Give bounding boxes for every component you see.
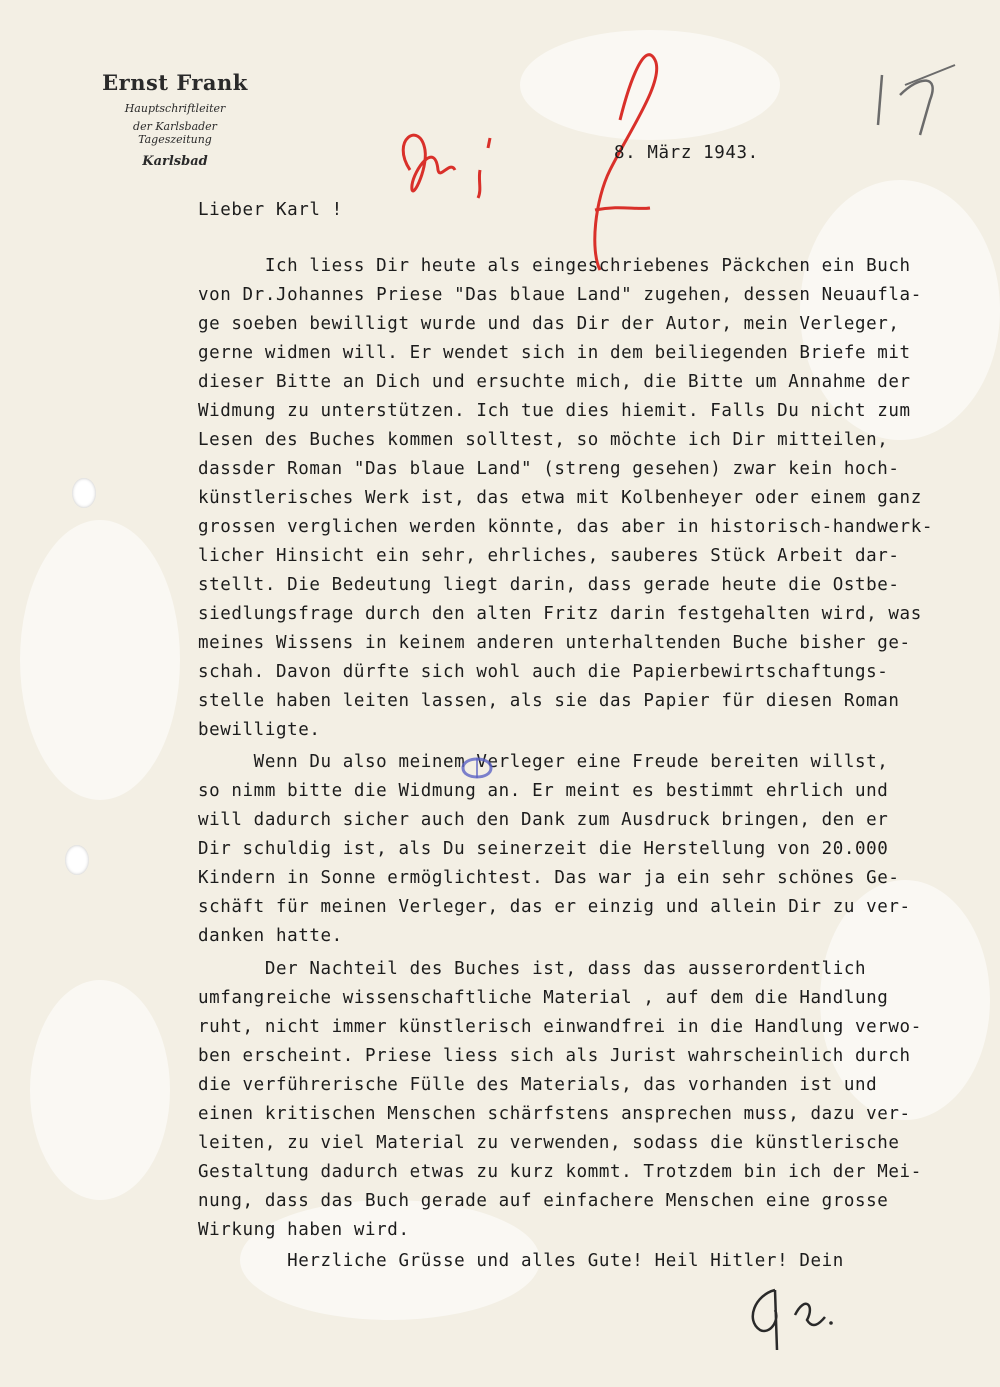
letter-date: 8. März 1943. bbox=[614, 143, 759, 163]
body-line: ge soeben bewilligt wurde und das Dir der Autor, mein Verleger, bbox=[198, 314, 900, 334]
handwritten-signature bbox=[735, 1275, 865, 1355]
body-line: schah. Davon dürfte sich wohl auch die Papierbewirtschaftungs- bbox=[198, 662, 889, 682]
punch-hole bbox=[65, 845, 89, 875]
body-line: so nimm bitte die Widmung an. Er meint es bestimmt ehrlich und bbox=[198, 781, 889, 801]
body-line: Widmung zu unterstützen. Ich tue dies hiemit. Falls Du nicht zum bbox=[198, 401, 911, 421]
body-line: grossen verglichen werden könnte, das aber in historisch-handwerk- bbox=[198, 517, 933, 537]
body-line: künstlerisches Werk ist, das etwa mit Kolbenheyer oder einem ganz bbox=[198, 488, 922, 508]
letterhead-title: Hauptschriftleiter bbox=[124, 102, 226, 115]
body-line: bewilligte. bbox=[198, 720, 321, 740]
letterhead-name: Ernst Frank bbox=[102, 70, 248, 95]
letterhead-city: Karlsbad bbox=[142, 154, 208, 169]
body-line: die verführerische Fülle des Materials, das vorhanden ist und bbox=[198, 1075, 878, 1095]
body-line: schäft für meinen Verleger, das er einzig und allein Dir zu ver- bbox=[198, 897, 911, 917]
body-line: ruht, nicht immer künstlerisch einwandfrei in die Handlung verwo- bbox=[198, 1017, 922, 1037]
body-line: Herzliche Grüsse und alles Gute! Heil Hitler! Dein bbox=[198, 1251, 844, 1271]
salutation: Lieber Karl ! bbox=[198, 200, 343, 220]
body-line: will dadurch sicher auch den Dank zum Ausdruck bringen, den er bbox=[198, 810, 889, 830]
body-line: umfangreiche wissenschaftliche Material , auf dem die Handlung bbox=[198, 988, 889, 1008]
body-line: nung, dass das Buch gerade auf einfachere Menschen eine grosse bbox=[198, 1191, 889, 1211]
body-line: dassder Roman "Das blaue Land" (streng gesehen) zwar kein hoch- bbox=[198, 459, 900, 479]
body-line: siedlungsfrage durch den alten Fritz darin festgehalten wird, was bbox=[198, 604, 922, 624]
body-line: Der Nachteil des Buches ist, dass das ausserordentlich bbox=[198, 959, 867, 979]
letterhead bbox=[100, 70, 250, 169]
body-line: Lesen des Buches kommen solltest, so möchte ich Dir mitteilen, bbox=[198, 430, 889, 450]
body-line: Wenn Du also meinem Verleger eine Freude bereiten willst, bbox=[198, 752, 889, 772]
body-line: danken hatte. bbox=[198, 926, 343, 946]
body-line: Ich liess Dir heute als eingeschriebenes Päckchen ein Buch bbox=[198, 256, 911, 276]
body-line: licher Hinsicht ein sehr, ehrliches, sauberes Stück Arbeit dar- bbox=[198, 546, 900, 566]
body-line: leiten, zu viel Material zu verwenden, sodass die künstlerische bbox=[198, 1133, 900, 1153]
letterhead-paper: der Karlsbader Tageszeitung bbox=[133, 120, 217, 146]
pencil-page-number bbox=[860, 55, 970, 145]
body-line: stellt. Die Bedeutung liegt darin, dass gerade heute die Ostbe- bbox=[198, 575, 900, 595]
blue-stamp-mark bbox=[455, 748, 499, 788]
paper-stain bbox=[30, 980, 170, 1200]
body-line: ben erscheint. Priese liess sich als Jurist wahrscheinlich durch bbox=[198, 1046, 911, 1066]
body-line: meines Wissens in keinem anderen unterhaltenden Buche bisher ge- bbox=[198, 633, 911, 653]
body-line: stelle haben leiten lassen, als sie das Papier für diesen Roman bbox=[198, 691, 900, 711]
body-line: Kindern in Sonne ermöglichtest. Das war ja ein sehr schönes Ge- bbox=[198, 868, 900, 888]
body-line: Gestaltung dadurch etwas zu kurz kommt. Trotzdem bin ich der Mei- bbox=[198, 1162, 922, 1182]
body-line: Wirkung haben wird. bbox=[198, 1220, 410, 1240]
body-line: Dir schuldig ist, als Du seinerzeit die Herstellung von 20.000 bbox=[198, 839, 889, 859]
body-line: einen kritischen Menschen schärfstens ansprechen muss, dazu ver- bbox=[198, 1104, 911, 1124]
paper-stain bbox=[20, 520, 180, 800]
body-line: dieser Bitte an Dich und ersuchte mich, die Bitte um Annahme der bbox=[198, 372, 911, 392]
body-line: gerne widmen will. Er wendet sich in dem beiliegenden Briefe mit bbox=[198, 343, 911, 363]
body-line: von Dr.Johannes Priese "Das blaue Land" zugehen, dessen Neuaufla- bbox=[198, 285, 922, 305]
punch-hole bbox=[72, 478, 96, 508]
